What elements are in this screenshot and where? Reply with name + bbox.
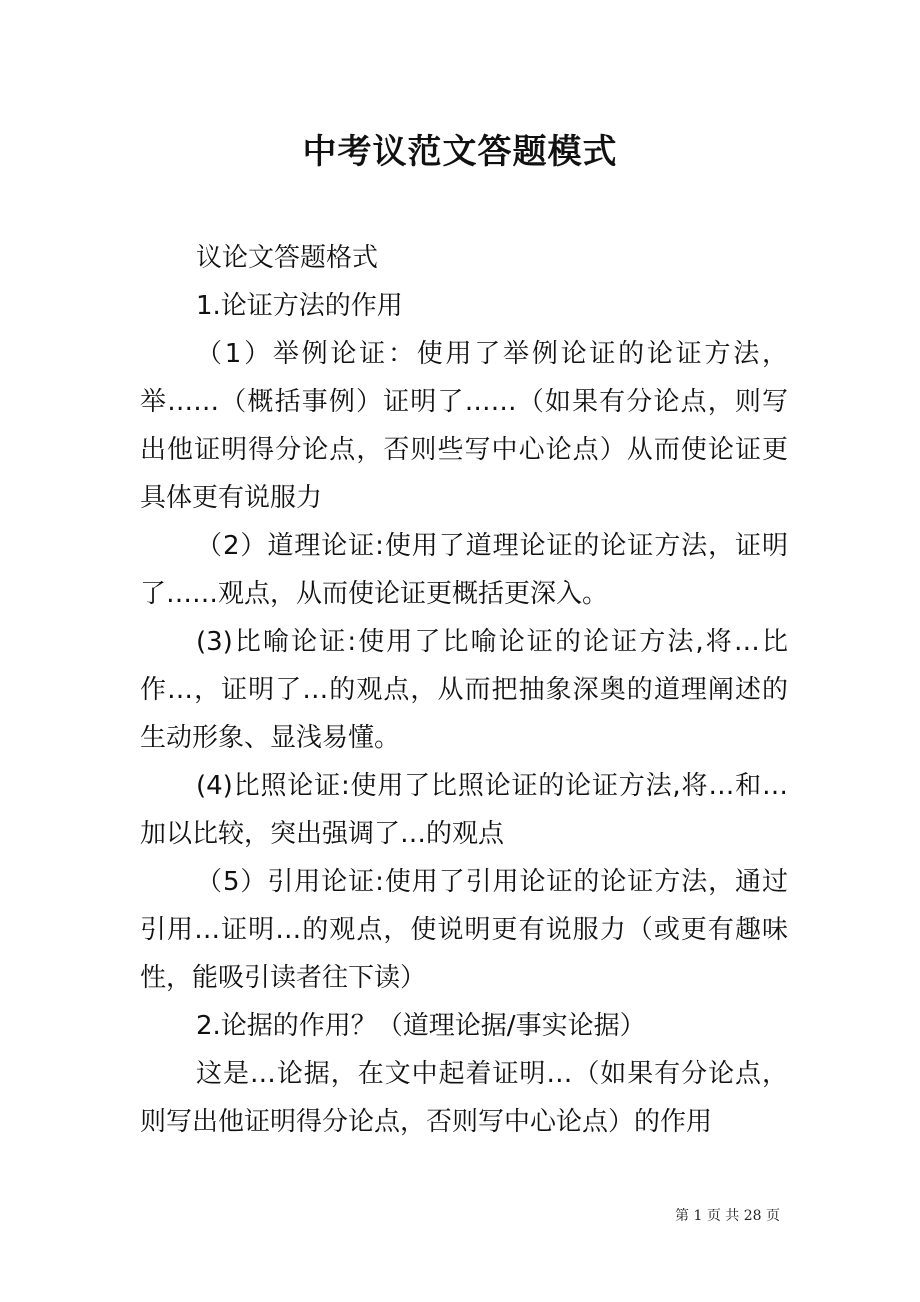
document-body [140,234,788,1146]
subsection-heading: 1.论证方法的作用 [196,291,403,321]
paragraph: （2）道理论证:使用了道理论证的论证方法，证明了……观点，从而使论证更概括更深入。 [140,531,788,609]
paragraph: （5）引用论证:使用了引用论证的论证方法，通过引用…证明…的观点，使说明更有说服力（或更有趣味性，能吸引读者往下读） [140,867,788,993]
page-number-footer: 第 1 页 共 28 页 [675,1208,780,1224]
paragraph: （1）举例论证：使用了举例论证的论证方法，举……（概括事例）证明了……（如果有分论点，则写出他证明得分论点，否则些写中心论点）从而使论证更具体更有说服力 [140,339,788,513]
document-title: 中考议范文答题模式 [302,132,618,172]
paragraph: 这是…论据，在文中起着证明…（如果有分论点，则写出他证明得分论点，否则写中心论点）的作用 [140,1059,788,1137]
paragraph: (4)比照论证:使用了比照论证的论证方法,将…和…加以比较，突出强调了…的观点 [140,771,788,849]
subsection-heading: 2.论据的作用？（道理论据/事实论据） [196,1011,646,1041]
paragraph: (3)比喻论证:使用了比喻论证的论证方法,将…比作…，证明了…的观点，从而把抽象深奥的道理阐述的生动形象、显浅易懂。 [140,627,788,753]
section-heading: 议论文答题格式 [196,243,379,273]
